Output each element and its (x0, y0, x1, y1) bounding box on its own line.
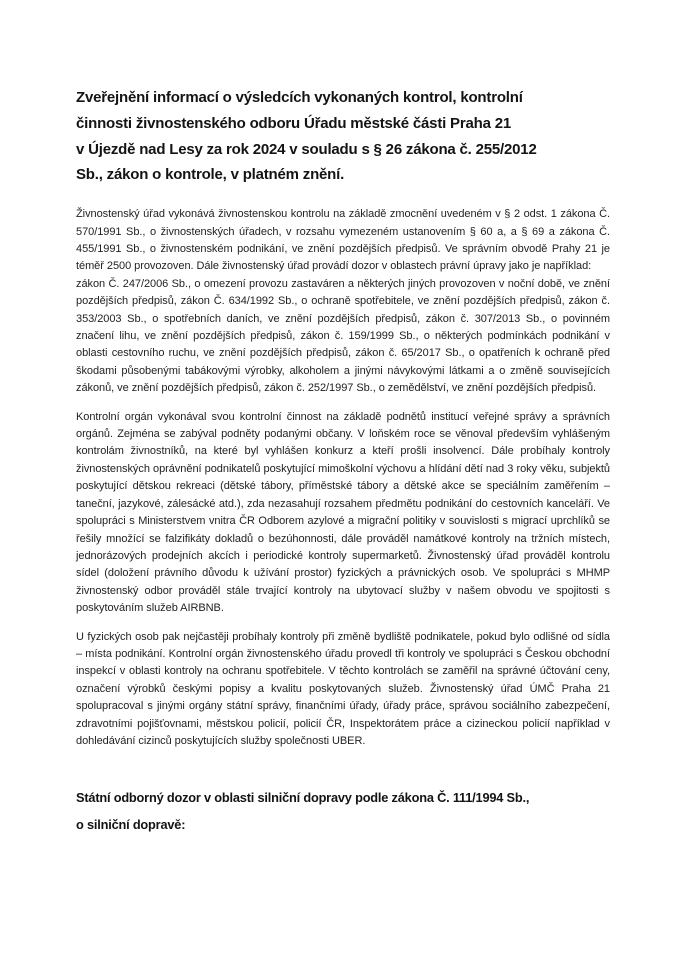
title-line-4: Sb., zákon o kontrole, v platném znění. (76, 166, 345, 184)
document-body (76, 206, 610, 750)
title-line-2: činnosti živnostenského odboru Úřadu městské části Praha 21 (76, 114, 511, 132)
section-heading-road-transport (76, 784, 610, 838)
section-heading-line-1: Státní odborný dozor v oblasti silniční dopravy podle zákona Č. 111/1994 Sb., (76, 790, 530, 806)
title-line-1: Zveřejnění informací o výsledcích vykonaných kontrol, kontrolní (76, 89, 523, 106)
paragraph-control-activity: Kontrolní orgán vykonával svou kontrolní činnost na základě podnětů institucí veřejné správy a správních orgánů. Zejména se zabýval podněty podanými občany. V loňském roce se věnoval především vyhlášeným kontrolám živnostníků, na které byl vyhlášen konkurz a kteří prošli insolvencí. Dále probíhaly kontroly živnostenských oprávnění podnikatelů poskytující mimoškolní výchovu a hlídání dětí nad 3 roky věku, subjektů poskytující dětskou rekreaci (dětské tábory, příměstské tábory a dětské akce se speciálním zaměřením – taneční, jazykové, zálesácké atd.), zda nezasahují rozsahem předmětu podnikání do cestovních kanceláří. Ve spolupráci s Ministerstvem vnitra ČR Odborem azylové a migrační politiky v souvislosti s migrací uprchlíků se řešily množící se falzifikáty dokladů o bezúhonnosti, dále prováděl namátkové kontroly na tržních místech, jednorázových prodejních akcích i periodické kontroly supermarketů. Živnostenský úřad prováděl kontrolu sídel (doložení právního důvodu k užívání prostor) fyzických a právnických osob. Ve spolupráci s MHMP živnostenský odbor prováděl stále trvající kontroly na ubytovací služby v našem obvodu ve spojitosti s poskytováním služeb AIRBNB. (76, 410, 610, 615)
paragraph-intro: Živnostenský úřad vykonává živnostenskou kontrolu na základě zmocnění uvedeném v § 2 odst. 1 zákona Č. 570/1991 Sb., o živnostenských úřadech, v rozsahu vymezeném ustanovením § 60 a, a § 69 a zákona Č. 455/1991 Sb., o živnostenském podnikání, ve znění pozdějších předpisů. Ve správním obvodě Prahy 21 je téměř 2500 provozoven. Dále živnostenský úřad provádí dozor v oblastech právní úpravy jako je například: (76, 208, 610, 273)
paragraph-laws-list: zákon Č. 247/2006 Sb., o omezení provozu zastaváren a některých jiných provozoven v noční době, ve znění pozdějších předpisů, zákon Č. 634/1992 Sb., o ochraně spotřebitele, ve znění pozdějších předpisů, zákon č. 353/2003 Sb., o spotřebních daních, ve znění pozdějších předpisů, zákon č. 307/2013 Sb., o povinném značení lihu, ve znění pozdějších předpisů, zákon č. 159/1999 Sb., o některých podmínkách podnikání v oblasti cestovního ruchu, ve znění pozdějších předpisů, zákon č. 65/2017 Sb., o opatřeních k ochraně před škodami působenými tabákovými výrobky, alkoholem a jinými návykovými látkami a o změně souvisejících zákonů, ve znění pozdějších předpisů, zákon č. 252/1997 Sb., o zemědělství, ve znění pozdějších předpisů. (76, 277, 610, 395)
section-heading-line-2: o silniční dopravě: (76, 817, 186, 833)
paragraph-cooperation: U fyzických osob pak nejčastěji probíhaly kontroly při změně bydliště podnikatele, pokud bylo odlišné od sídla – místa podnikání. Kontrolní orgán živnostenského úřadu provedl tři kontroly ve spolupráci s Českou obchodní inspekcí v oblasti kontroly na ochranu spotřebitele. V těchto kontrolách se zaměřil na správné účtování ceny, označení výrobků českými popisy a kvalitu poskytovaných služeb. Živnostenský úřad ÚMČ Praha 21 spolupracoval s jinými orgány státní správy, finančními úřady, úřady práce, správou sociálního zabezpečení, zdravotními pojišťovnami, městskou policií, policií ČR, Inspektorátem práce a cizineckou policií například v dohledávání cizinců poskytujících služby společnosti UBER. (76, 630, 610, 747)
document-title (76, 85, 610, 188)
title-line-3: v Újezdě nad Lesy za rok 2024 v souladu s § 26 zákona č. 255/2012 (76, 140, 537, 158)
document-content (76, 85, 610, 838)
